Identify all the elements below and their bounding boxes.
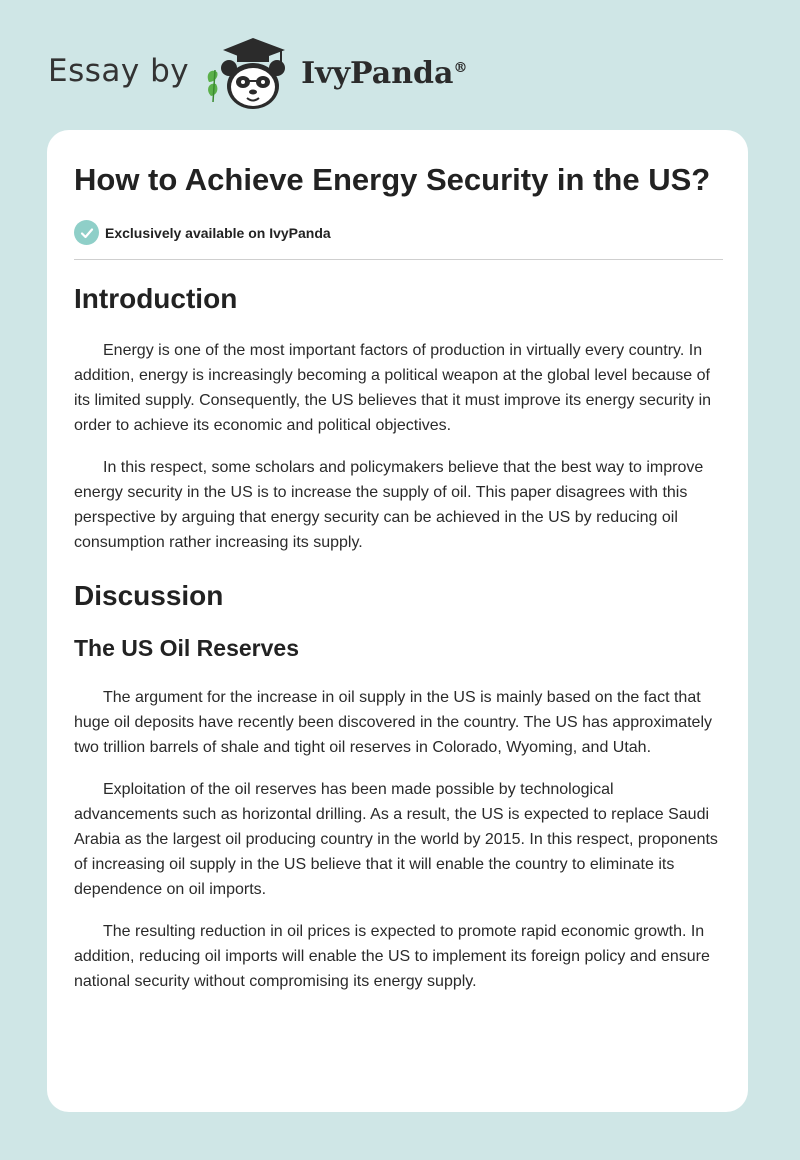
paragraph: In this respect, some scholars and policymakers believe that the best way to improve energy security in the US is to increase the supply of oil. This paper disagrees with this perspective by arguing that energy security can be achieved in the US by reducing oil consumption rather increasing its supply. [74, 459, 704, 551]
paragraph: Exploitation of the oil reserves has been made possible by technological advancements such as horizontal drilling. As a result, the US is expected to replace Saudi Arabia as the largest oil producing country in the world by 2015. In this respect, proponents of increasing oil supply in the US believe that it will enable the country to eliminate its dependence on oil imports. [74, 781, 718, 898]
page-title: How to Achieve Energy Security in the US? [74, 162, 711, 197]
site-header [48, 34, 467, 114]
subheading-oil-reserves: The US Oil Reserves [74, 635, 299, 661]
paragraph: The argument for the increase in oil supply in the US is mainly based on the fact that huge oil deposits have recently been discovered in the country. The US has approximately two trillion barrels of shale and tight oil reserves in Colorado, Wyoming, and Utah. [74, 689, 712, 756]
section-heading-introduction: Introduction [74, 283, 238, 314]
registered-mark: ® [453, 59, 468, 76]
paragraph: The resulting reduction in oil prices is expected to promote rapid economic growth. In addition, reducing oil imports will enable the US to implement its foreign policy and ensure national security without compromising its energy supply. [74, 923, 710, 990]
exclusive-label: Exclusively available on IvyPanda [105, 224, 331, 241]
section-heading-discussion: Discussion [74, 580, 224, 611]
brand-text: IvyPanda [301, 55, 454, 91]
exclusive-badge [74, 220, 722, 245]
panda-logo-icon[interactable] [201, 36, 297, 112]
check-circle-icon [74, 220, 99, 245]
brand-name[interactable] [301, 56, 467, 91]
essay-by-label: Essay by [48, 53, 190, 89]
essay-card [47, 130, 748, 1112]
leaf-icon [208, 70, 218, 102]
divider [74, 259, 723, 260]
paragraph: Energy is one of the most important factors of production in virtually every country. In addition, energy is increasingly becoming a political weapon at the global level because of its limited supply. Consequently, the US believes that it must improve its energy security in order to achieve its economic and political objectives. [74, 342, 712, 434]
